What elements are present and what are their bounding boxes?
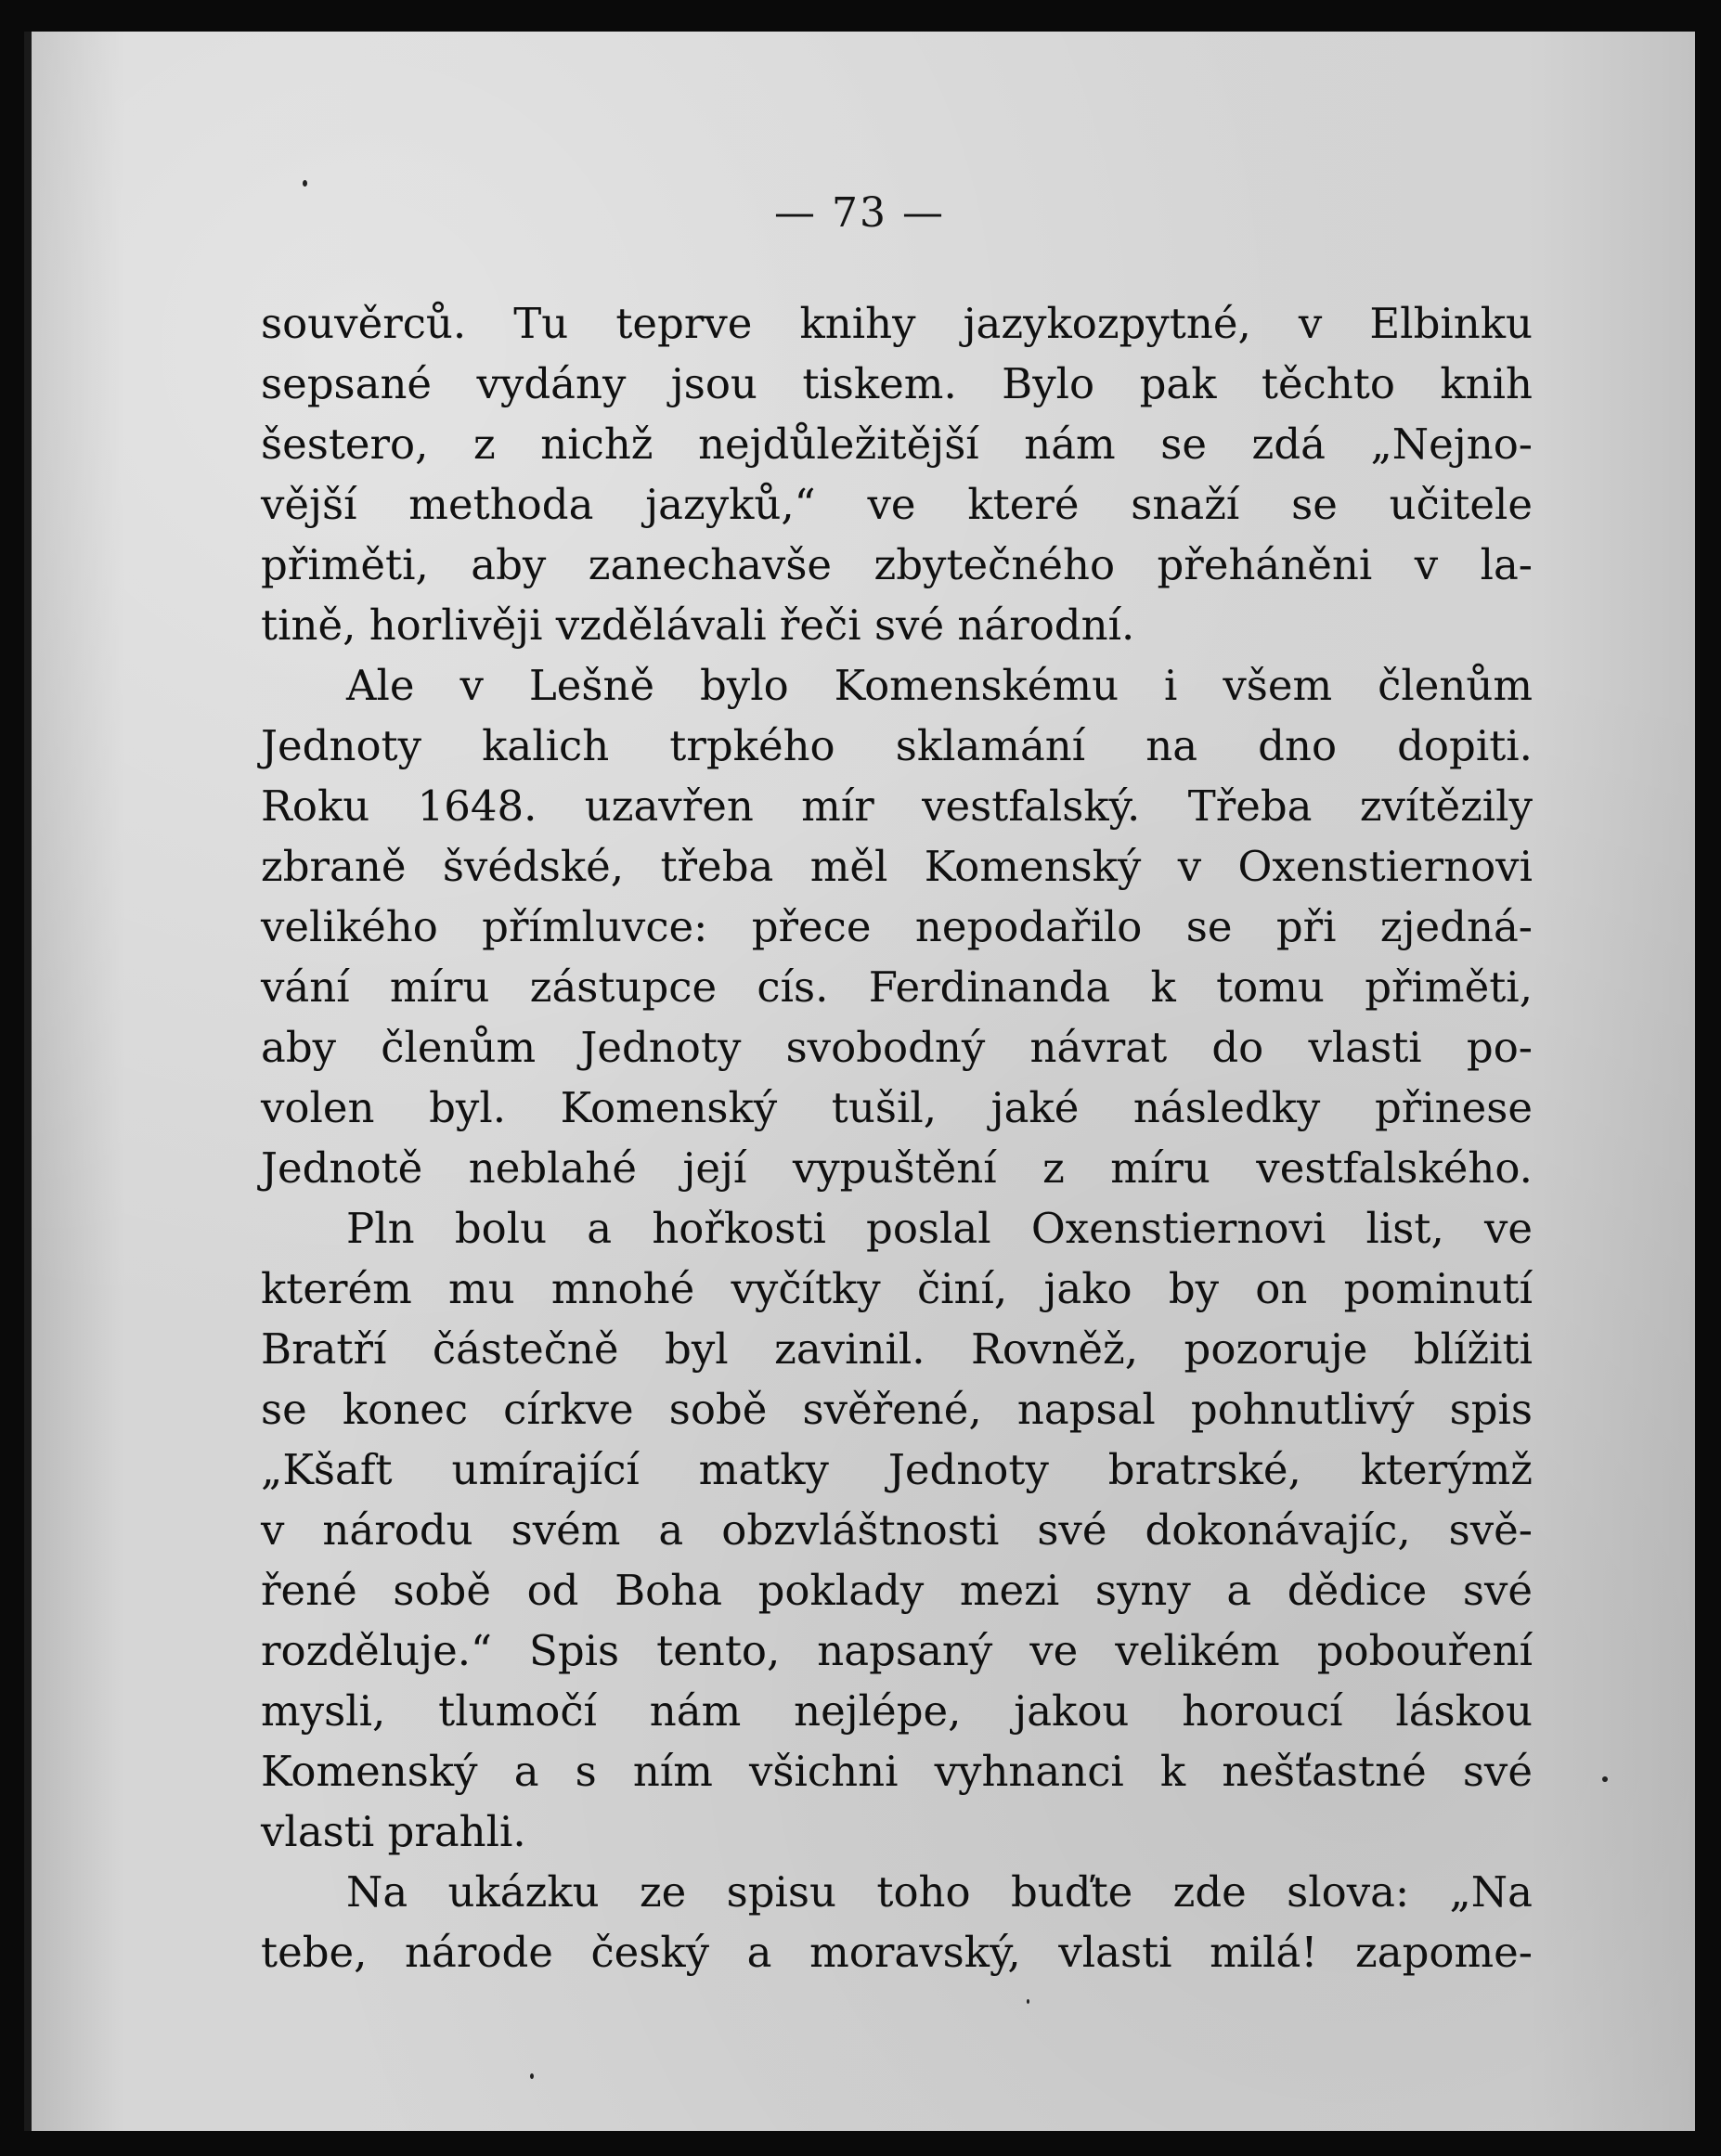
text-line: v národu svém a obzvláštnosti své dokonávajíc, svě- (261, 1505, 1533, 1555)
text-line: vlasti prahli. (261, 1807, 526, 1856)
text-line: sepsané vydány jsou tiskem. Bylo pak těchto knih (261, 359, 1533, 408)
dust-speck (303, 180, 307, 187)
text-line: velikého přímluvce: přece nepodařilo se při zjedná- (261, 902, 1533, 951)
dust-speck (1027, 1999, 1029, 2004)
text-line: vání míru zástupce cís. Ferdinanda k tomu přiměti, (261, 962, 1533, 1012)
text-line: Jednotě neblahé její vypuštění z míru vestfalského. (261, 1143, 1533, 1193)
text-line: vější methoda jazyků,“ ve které snaží se učitele (261, 480, 1533, 529)
text-line: mysli, tlumočí nám nejlépe, jakou horoucí láskou (261, 1686, 1533, 1736)
dust-speck (1602, 1776, 1608, 1782)
text-line: rozděluje.“ Spis tento, napsaný ve velikém pobouření (261, 1626, 1533, 1675)
text-line: Na ukázku ze spisu toho buďte zde slova: „Na (346, 1867, 1533, 1917)
page-number: — 73 — (774, 189, 945, 237)
text-line: kterém mu mnohé vyčítky činí, jako by on pominutí (261, 1264, 1533, 1313)
text-line: aby členům Jednoty svobodný návrat do vlasti po- (261, 1023, 1533, 1072)
text-line: Bratří částečně byl zavinil. Rovněž, pozoruje blížiti (261, 1324, 1533, 1374)
book-page (24, 32, 1695, 2131)
text-line: „Kšaft umírající matky Jednoty bratrské, kterýmž (261, 1445, 1533, 1494)
text-line: zbraně švédské, třeba měl Komenský v Oxenstiernovi (261, 842, 1533, 891)
text-line: se konec církve sobě svěřené, napsal pohnutlivý spis (261, 1385, 1533, 1434)
dust-speck (530, 2073, 534, 2079)
text-line: šestero, z nichž nejdůležitější nám se zdá „Nejno- (261, 420, 1533, 469)
text-line: Pln bolu a hořkosti poslal Oxenstiernovi list, ve (346, 1204, 1533, 1253)
text-line: Ale v Lešně bylo Komenskému i všem členům (346, 661, 1533, 710)
text-line: Komenský a s ním všichni vyhnanci k nešťastné své (261, 1747, 1533, 1796)
binding-shadow (24, 32, 32, 2131)
text-line: řené sobě od Boha poklady mezi syny a dědice své (261, 1566, 1533, 1615)
text-line: Roku 1648. uzavřen mír vestfalský. Třeba zvítězily (261, 781, 1533, 831)
text-line: tině, horlivěji vzdělávali řeči své národní. (261, 600, 1135, 650)
text-line: přiměti, aby zanechavše zbytečného přeháněni v la- (261, 540, 1533, 589)
text-line: souvěrců. Tu teprve knihy jazykozpytné, v Elbinku (261, 299, 1533, 348)
text-line: Jednoty kalich trpkého sklamání na dno dopiti. (261, 721, 1533, 770)
text-line: volen byl. Komenský tušil, jaké následky přinese (261, 1083, 1533, 1132)
text-line: tebe, národe český a moravský, vlasti milá! zapome- (261, 1928, 1533, 1977)
body-text (261, 293, 1533, 1982)
